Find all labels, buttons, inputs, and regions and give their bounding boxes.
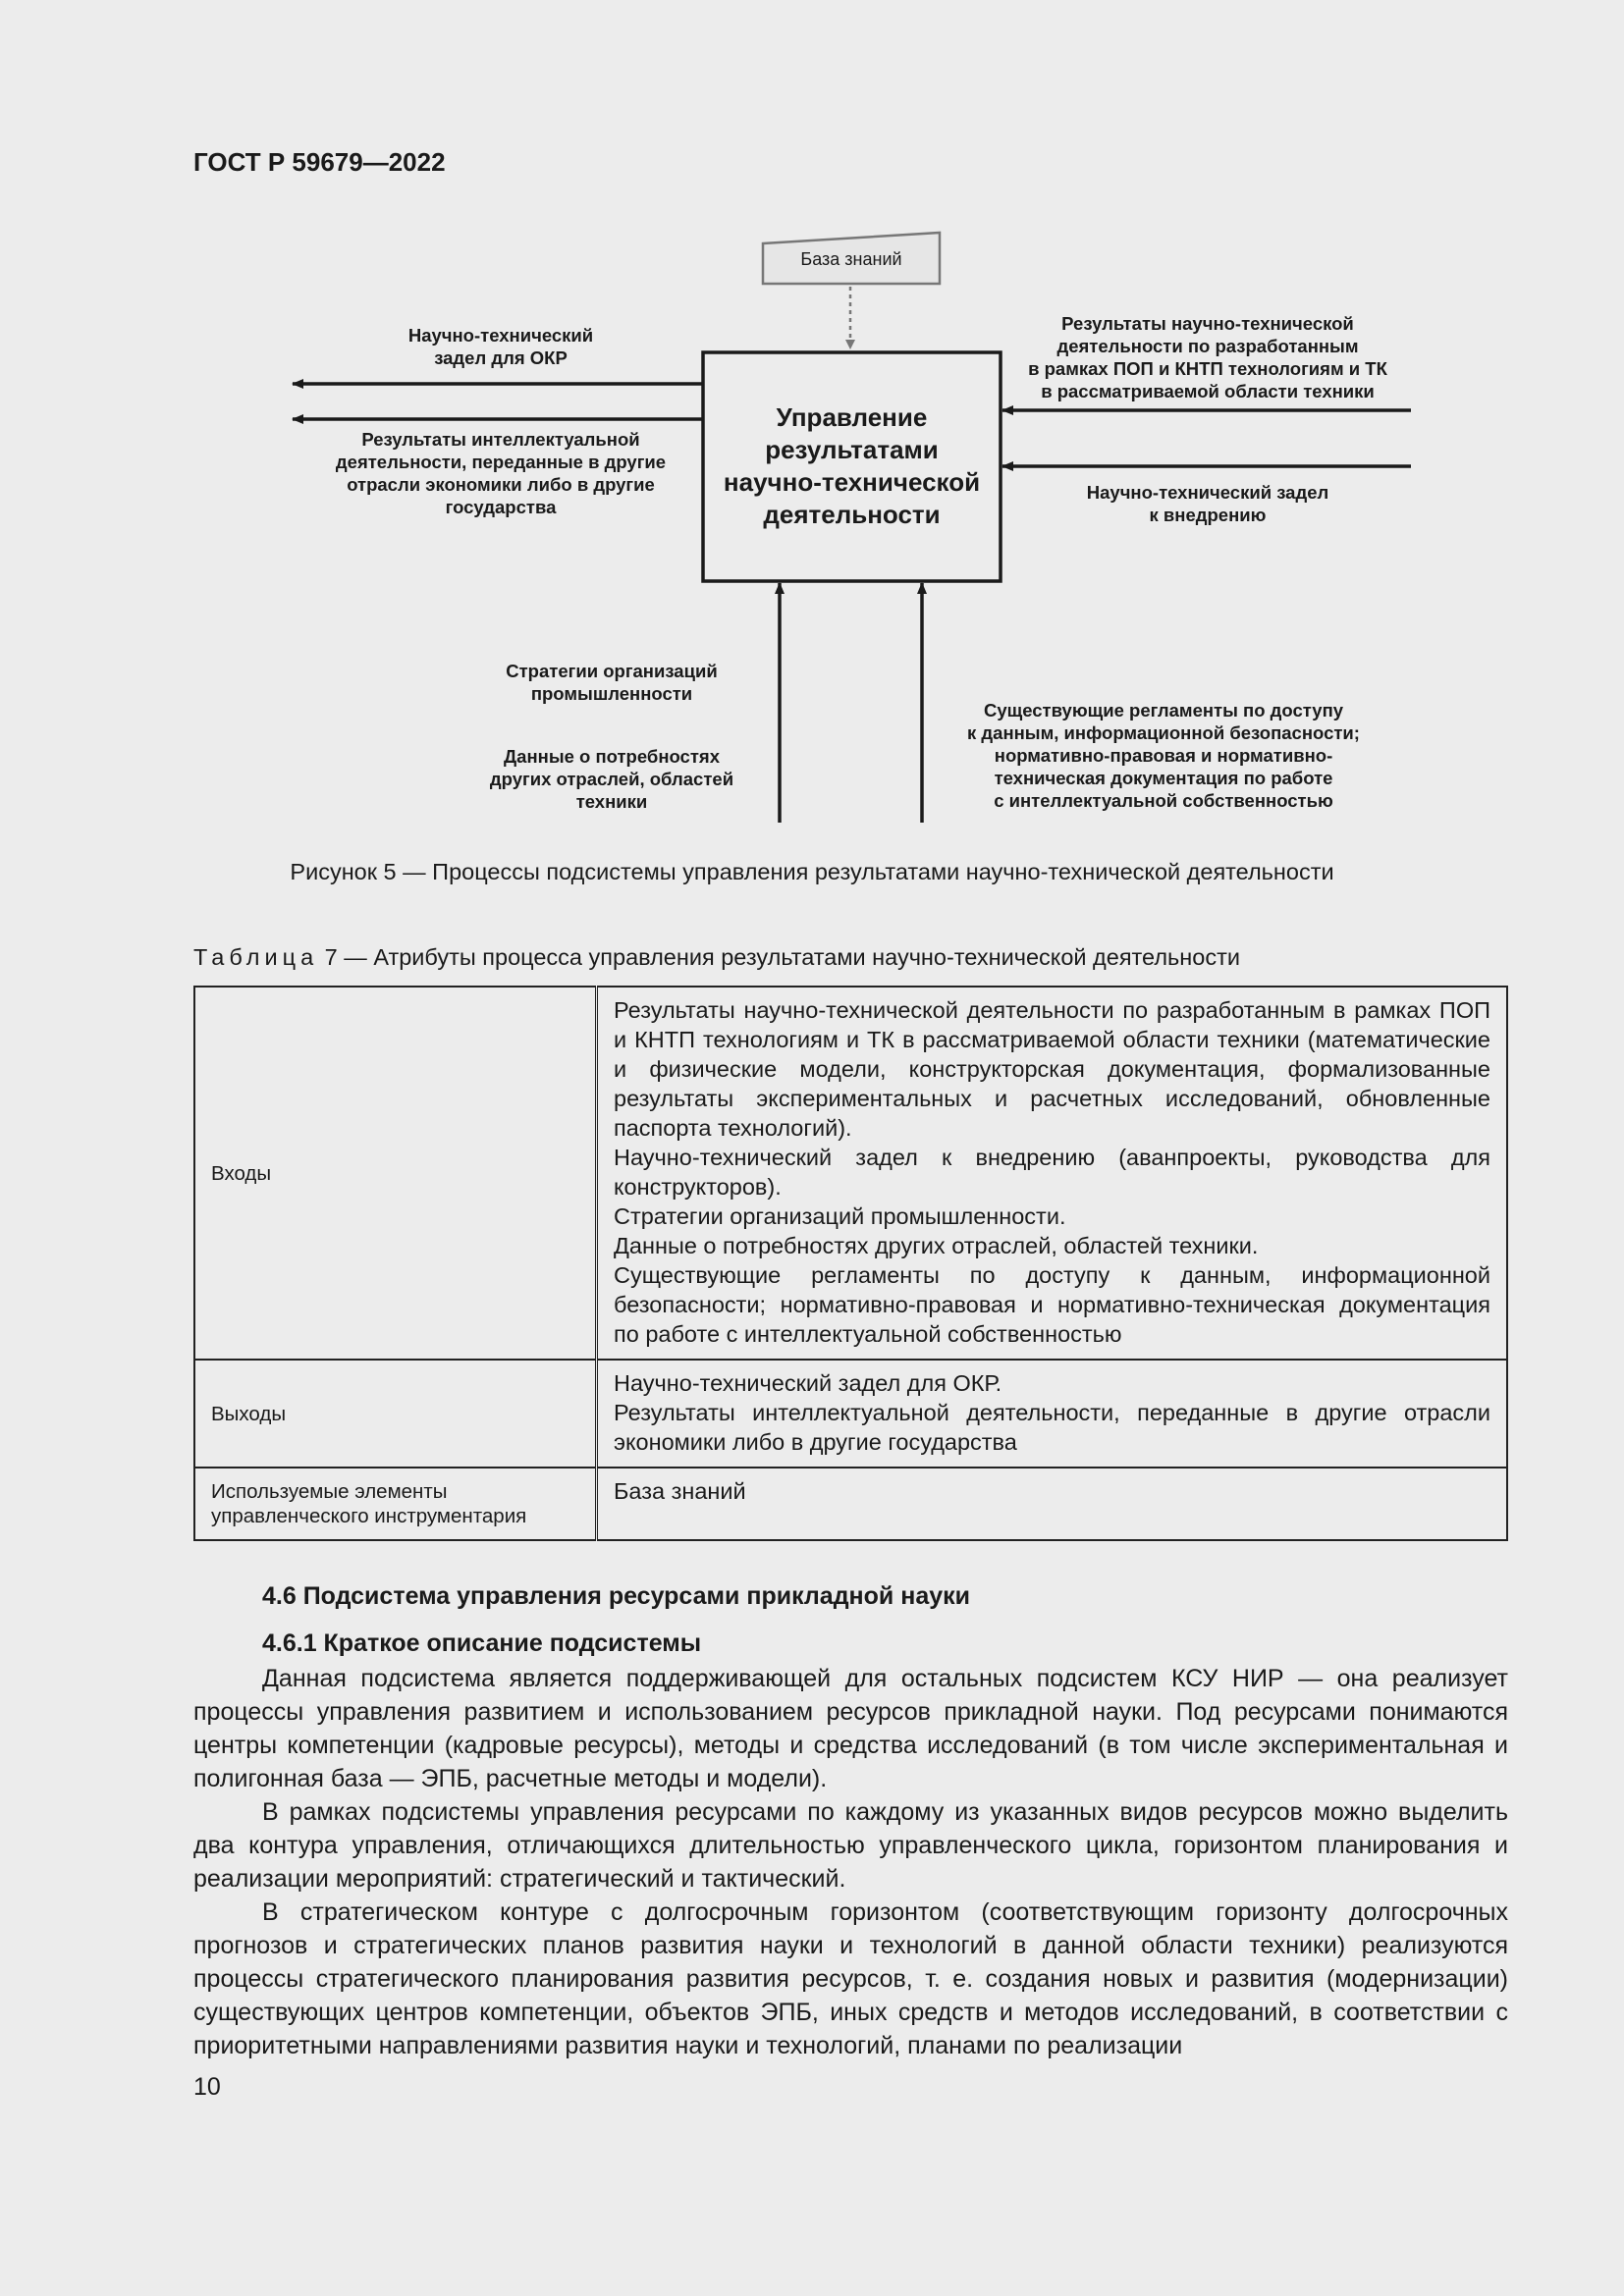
output-label-ip-results: Результаты интеллектуальной деятельности, переданные в другие отрасли экономики либо в другие государства [335,429,667,517]
body-paragraph: Данная подсистема является поддерживающей для остальных подсистем КСУ НИР — она реализует процессы управления развитием и использованием ресурсов прикладной науки. Под ресурсами понимаются центры компетенции (кадровые ресурсы), методы и средства исследований (в том числе экспериментальная и полигонная база — ЭПБ, расчетные методы и модели). [193,1665,1508,1792]
row-content [597,1468,1508,1540]
row-label: Входы [194,987,597,1360]
control-label-needs: Данные о потребностях других отраслей, областей техники [489,746,734,812]
body-paragraph: В стратегическом контуре с долгосрочным горизонтом (соответствующим горизонту долгосрочных прогнозов и стратегических планов развития науки и технологий в данной области техники) реализуются процессы стратегического планирования развития ресурсов, т. е. создания новых и развития (модернизации) существующих центров компетенции, объектов ЭПБ, иных средств и методов исследований, в соответствии с приоритетными направлениями развития науки и технологий, планами по реализации [193,1898,1508,2059]
section-heading: 4.6 Подсистема управления ресурсами прикладной науки [262,1582,971,1610]
control-label-regulations: Существующие регламенты по доступу к данным, информационной безопасности; нормативно-правовая и нормативно- техническая документация по работе с интеллектуальной собственностью [967,700,1360,811]
row-content [597,1360,1508,1468]
table-row [194,1360,1507,1468]
control-label-strategies: Стратегии организаций промышленности [506,661,718,704]
figure-caption: Рисунок 5 — Процессы подсистемы управления результатами научно-технической деятельности [290,859,1334,884]
cell-paragraph: База знаний [614,1478,746,1504]
cell-paragraph: Результаты интеллектуальной деятельности, переданные в другие отрасли экономики либо в другие государства [614,1400,1490,1455]
attributes-table [193,986,1508,1541]
subsection-heading: 4.6.1 Краткое описание подсистемы [262,1629,702,1657]
body-paragraph: В рамках подсистемы управления ресурсами по каждому из указанных видов ресурсов можно выделить два контура управления, отличающихся длительностью управленческого цикла, горизонтом планирования и реализации мероприятий: стратегический и тактический. [193,1798,1508,1893]
cell-paragraph: Научно-технический задел для ОКР. [614,1370,1002,1396]
row-label: Выходы [194,1360,597,1468]
table-row [194,1468,1507,1540]
process-title: Управление результатами научно-технической деятельности [723,402,981,529]
cell-paragraph: Данные о потребностях других отраслей, областей техники. [614,1233,1259,1258]
document-code: ГОСТ Р 59679—2022 [193,147,446,177]
row-label: Используемые элементы управленческого инструментария [194,1468,597,1540]
output-label-reserve-okr: Научно-технический задел для ОКР [407,325,594,368]
row-content [597,987,1508,1360]
knowledge-base-label: База знаний [800,249,902,269]
page-number: 10 [193,2073,221,2101]
cell-paragraph: Научно-технический задел к внедрению (аванпроекты, руководства для конструкторов). [614,1145,1490,1200]
table-row [194,987,1507,1360]
section-body [193,1662,1508,2062]
cell-paragraph: Существующие регламенты по доступу к данным, информационной безопасности; нормативно-правовая и нормативно-техническая документация по работе с интеллектуальной собственностью [614,1262,1490,1347]
input-label-rd-results: Результаты научно-технической деятельности по разработанным в рамках ПОП и КНТП технологиям и ТК в рассматриваемой области техники [1028,313,1387,401]
cell-paragraph: Результаты научно-технической деятельности по разработанным в рамках ПОП и КНТП технологиям и ТК в рассматриваемой области техники (математические и физические модели, конструкторская документация, формализованные результаты экспериментальных и расчетных исследований, обновленные паспорта технологий). [614,997,1490,1141]
input-label-reserve-impl: Научно-технический задел к внедрению [1086,482,1329,525]
table-caption: Таблица 7 — Атрибуты процесса управления результатами научно-технической деятельности [193,944,1240,970]
cell-paragraph: Стратегии организаций промышленности. [614,1203,1066,1229]
